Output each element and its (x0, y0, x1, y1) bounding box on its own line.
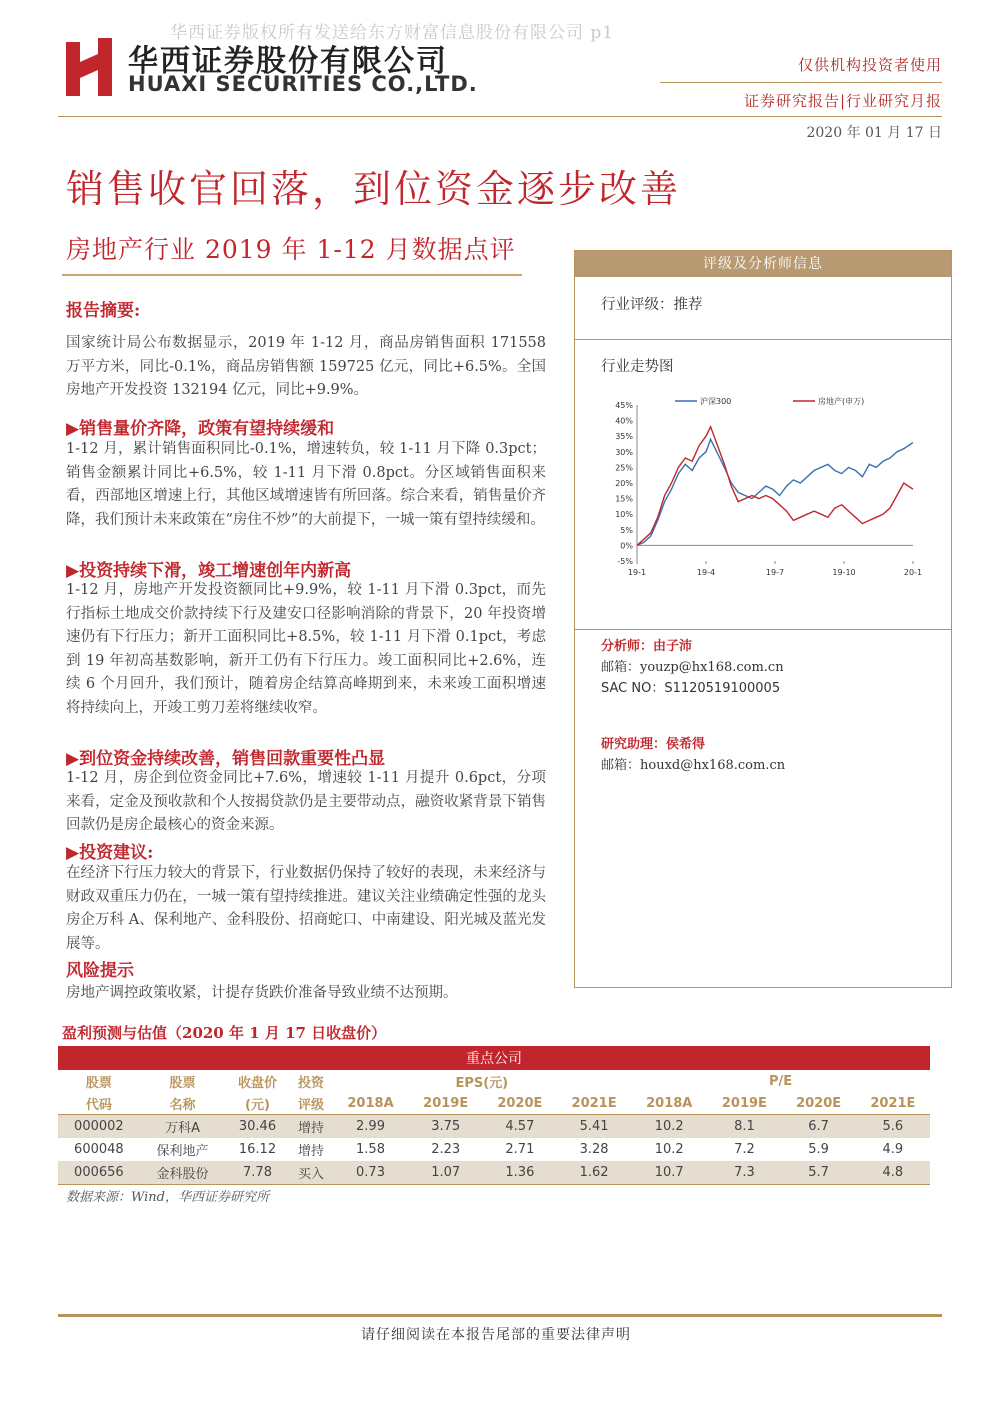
table-cell: 5.6 (856, 1115, 930, 1139)
trend-chart-label: 行业走势图 (601, 359, 674, 375)
forecast-table (58, 1046, 930, 1184)
header-cell: 评级 (290, 1092, 333, 1115)
assistant-email: 邮箱：houxd@hx168.com.cn (601, 758, 786, 773)
legend-label-1: 房地产(申万) (818, 397, 865, 406)
header-divider-full (58, 116, 942, 117)
y-tick-label: 5% (620, 525, 633, 535)
y-tick-label: 15% (615, 494, 633, 504)
table-cell: 5.7 (782, 1161, 856, 1184)
industry-rating: 行业评级：推荐 (601, 297, 703, 313)
data-source: 数据来源：Wind，华西证券研究所 (66, 1190, 269, 1205)
table-cell: 保利地产 (156, 1144, 209, 1159)
table-cell: 4.57 (483, 1115, 557, 1139)
legend-label-0: 沪深300 (700, 397, 732, 406)
audience-note: 仅供机构投资者使用 (797, 56, 942, 74)
header-cell: 股票 (85, 1075, 112, 1091)
x-tick-label: 19-1 (627, 568, 647, 577)
y-tick-label: 35% (615, 432, 633, 442)
header-cell: 2021E (856, 1092, 930, 1115)
table-cell: 30.46 (225, 1115, 289, 1139)
table-cell: 增持 (290, 1115, 333, 1139)
header-cell: 收盘价 (237, 1075, 277, 1091)
subtitle-underline (62, 274, 522, 276)
header-cell: (元) (225, 1092, 289, 1115)
forecast-band: 重点公司 (58, 1046, 930, 1070)
table-cell: 8.1 (707, 1115, 781, 1139)
y-tick-label: 10% (615, 510, 633, 520)
analyst-info-panel (574, 250, 952, 988)
table-cell: 2.23 (431, 1142, 461, 1157)
table-cell: 7.2 (734, 1142, 755, 1157)
table-cell: 买入 (290, 1161, 333, 1184)
section-heading-advice: ▶投资建议: (66, 843, 154, 863)
table-cell: 600048 (74, 1142, 124, 1157)
y-tick-label: 20% (615, 479, 633, 488)
report-date: 2020 年 01 月 17 日 (806, 125, 942, 141)
table-cell: 10.7 (631, 1161, 707, 1184)
x-tick-label: 19-10 (832, 568, 856, 577)
table-bottom-rule (58, 1184, 930, 1185)
y-tick-label: 30% (615, 447, 633, 457)
table-cell: 7.3 (707, 1161, 781, 1184)
table-cell: 10.2 (631, 1115, 707, 1139)
table-cell: 1.36 (483, 1161, 557, 1184)
table-cell: 0.73 (332, 1161, 408, 1184)
header-cell-pe: P/E (769, 1073, 793, 1089)
table-cell: 7.78 (225, 1161, 289, 1184)
legal-notice: 请仔细阅读在本报告尾部的重要法律声明 (361, 1327, 631, 1343)
table-cell: 1.62 (557, 1161, 631, 1184)
table-cell: 5.9 (808, 1142, 829, 1157)
report-subtitle: 房地产行业 2019 年 1-12 月数据点评 (66, 235, 516, 264)
y-tick-label: 45% (615, 401, 633, 410)
table-cell: 1.07 (409, 1161, 483, 1184)
table-cell: 6.7 (782, 1115, 856, 1139)
header-divider (660, 82, 942, 83)
table-cell: 4.9 (882, 1142, 904, 1157)
table-cell: 3.28 (579, 1142, 609, 1157)
section-heading-investment: ▶投资持续下滑，竣工增速创年内新高 (66, 561, 352, 581)
header-cell: 投资 (298, 1075, 325, 1091)
summary-intro: 国家统计局公布数据显示，2019 年 1-12 月，商品房销售面积 171558 万平方米，同比-0.1%，商品房销售额 159725 亿元，同比+6.5%。全国房地产开发投资 132194 亿元，同比+9.9%。 (66, 335, 546, 398)
table-cell: 4.8 (856, 1161, 930, 1184)
section-text-investment: 1-12 月，房地产开发投资额同比+9.9%，较 1-11 月下滑 0.3pct，而先行指标土地成交价款持续下行及建安口径影响消除的背景下，20 年投资增速仍有下行压力；新开工面积同比+8.5%，较 1-11 月下滑 0.1pct，考虑到 19 年初高基数影响，新开工仍有下行压力。竣工面积同比+2.6%，连续 6 个月回升，我们预计，随着房企结算高峰期到来，未来竣工面积增速将持续向上，开竣工剪刀差将继续收窄。 (66, 582, 546, 716)
header-cell: 2020E (782, 1092, 856, 1115)
section-heading-funding: ▶到位资金持续改善，销售回款重要性凸显 (66, 749, 386, 769)
header-cell: 股票 (169, 1075, 196, 1091)
table-row (58, 1115, 930, 1139)
analyst-name: 分析师：由子沛 (601, 639, 693, 654)
section-text-advice: 在经济下行压力较大的背景下，行业数据仍保持了较好的表现，未来经济与财政双重压力仍在，一城一策有望持续推进。建议关注业绩确定性强的龙头房企万科 A、保利地产、金科股份、招商蛇口、中南建设、阳光城及蓝光发展等。 (66, 865, 546, 952)
header-cell: 2018A (332, 1092, 408, 1115)
y-tick-label: 0% (620, 541, 633, 551)
table-cell: 2.71 (505, 1142, 535, 1157)
y-tick-label: 25% (615, 463, 633, 473)
section-text-risk: 房地产调控政策收紧，计提存货跌价准备导致业绩不达预期。 (66, 985, 458, 1001)
footer-rule (58, 1314, 942, 1317)
section-heading-risk: 风险提示 (66, 961, 134, 981)
table-cell: 000656 (58, 1161, 140, 1184)
header-cell: 2021E (557, 1092, 631, 1115)
header-cell: 2019E (409, 1092, 483, 1115)
header-cell: 名称 (140, 1092, 226, 1115)
x-tick-label: 19-7 (765, 568, 785, 577)
header-cell: 代码 (58, 1092, 140, 1115)
table-cell: 16.12 (238, 1142, 277, 1157)
report-type: 证券研究报告|行业研究月报 (743, 92, 942, 110)
forecast-title: 盈利预测与估值（2020 年 1 月 17 日收盘价） (62, 1024, 387, 1042)
x-tick-label: 19-4 (696, 568, 716, 577)
company-logo (62, 36, 116, 98)
watermark-text: 华西证券版权所有发送给东方财富信息股份有限公司 p1 (170, 23, 615, 43)
table-cell: 金科股份 (140, 1161, 226, 1184)
table-cell: 1.58 (356, 1142, 385, 1157)
header-cell: 2018A (631, 1092, 707, 1115)
section-heading-sales: ▶销售量价齐降，政策有望持续缓和 (66, 419, 335, 439)
table-cell: 万科A (140, 1115, 226, 1139)
company-name-cn: 华西证券股份有限公司 (128, 44, 448, 79)
section-text-sales: 1-12 月，累计销售面积同比-0.1%，增速转负，较 1-11 月下降 0.3pct；销售金额累计同比+6.5%，较 1-11 月下滑 0.8pct。分区域销售面积来看，西部地区增速上行，其他区域增速皆有所回落。综合来看，销售量价齐降，我们预计未来政策在“房住不炒”的大前提下，一城一策有望持续缓和。 (66, 441, 546, 528)
panel-divider-2 (575, 629, 951, 630)
y-tick-label: 40% (615, 416, 633, 426)
table-cell: 000002 (58, 1115, 140, 1139)
table-cell: 3.75 (409, 1115, 483, 1139)
industry-trend-chart (597, 391, 927, 591)
table-cell: 5.41 (557, 1115, 631, 1139)
analyst-email: 邮箱：youzp@hx168.com.cn (601, 660, 784, 675)
analyst-panel-header: 评级及分析师信息 (575, 251, 951, 277)
report-title: 销售收官回落，到位资金逐步改善 (66, 167, 682, 211)
table-row (58, 1161, 930, 1184)
company-name-en: HUAXI SECURITIES CO.,LTD. (128, 72, 478, 96)
y-tick-label: -5% (617, 557, 633, 566)
assistant-name: 研究助理：侯希得 (601, 737, 706, 752)
header-cell: 2020E (483, 1092, 557, 1115)
table-cell: 2.99 (332, 1115, 408, 1139)
analyst-sac-number: SAC NO：S1120519100005 (601, 681, 781, 696)
summary-heading: 报告摘要: (66, 301, 141, 321)
table-cell: 增持 (298, 1144, 325, 1159)
x-tick-label: 20-1 (903, 568, 923, 577)
section-text-funding: 1-12 月，房企到位资金同比+7.6%，增速较 1-11 月提升 0.6pct，分项来看，定金及预收款和个人按揭贷款仍是主要带动点，融资收紧背景下销售回款仍是房企最核心的资金来源。 (66, 770, 546, 833)
series-line-0 (637, 439, 913, 545)
header-cell-eps: EPS(元) (455, 1075, 509, 1091)
table-row (58, 1138, 930, 1161)
table-cell: 10.2 (654, 1142, 684, 1157)
panel-divider (575, 339, 951, 340)
header-cell: 2019E (707, 1092, 781, 1115)
series-line-1 (637, 427, 913, 546)
